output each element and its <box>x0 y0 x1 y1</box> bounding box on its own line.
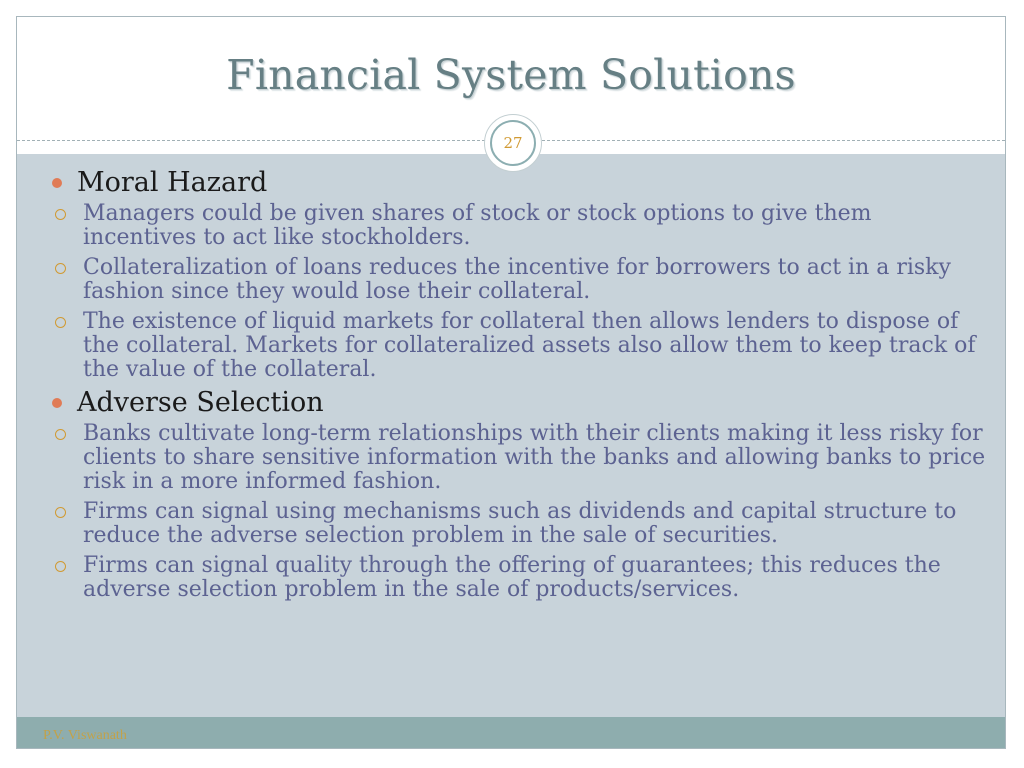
ring-bullet-icon <box>55 263 66 274</box>
sub-bullet-text: Firms can signal quality through the offering of guarantees; this reduces the adverse selection problem in the sale of products/services. <box>83 553 941 602</box>
bullet-dot-icon <box>52 178 62 188</box>
section-moral-hazard <box>51 168 991 382</box>
slide-content <box>17 154 1005 717</box>
ring-bullet-icon <box>55 209 66 220</box>
section-heading: Moral Hazard <box>77 167 268 198</box>
sub-bullet-list <box>77 422 991 602</box>
bullet-list <box>51 168 991 608</box>
sub-bullet <box>51 256 991 304</box>
ring-bullet-icon <box>55 507 66 518</box>
ring-bullet-icon <box>55 317 66 328</box>
ring-bullet-icon <box>55 561 66 572</box>
slide-footer <box>17 717 1005 749</box>
bullet-dot-icon <box>52 398 62 408</box>
sub-bullet-text: Banks cultivate long-term relationships with their clients making it less risky for clients to share sensitive information with the banks and allowing banks to price risk in a more informed fashion. <box>83 421 986 494</box>
sub-bullet-list <box>77 202 991 382</box>
sub-bullet <box>51 554 991 602</box>
slide <box>16 16 1006 749</box>
section-adverse-selection <box>51 388 991 602</box>
sub-bullet <box>51 310 991 382</box>
page-number-badge <box>484 114 542 172</box>
sub-bullet-text: Managers could be given shares of stock or stock options to give them incentives to act like stockholders. <box>83 201 872 250</box>
sub-bullet-text: Firms can signal using mechanisms such as dividends and capital structure to reduce the adverse selection problem in the sale of securities. <box>83 499 957 548</box>
page-number: 27 <box>490 120 536 166</box>
ring-bullet-icon <box>55 429 66 440</box>
sub-bullet <box>51 422 991 494</box>
footer-author: P.V. Viswanath <box>43 728 127 743</box>
sub-bullet-text: The existence of liquid markets for collateral then allows lenders to dispose of the collateral. Markets for collateralized assets also allow them to keep track of the value of the collateral. <box>83 309 976 382</box>
sub-bullet <box>51 500 991 548</box>
sub-bullet <box>51 202 991 250</box>
slide-title: Financial System Solutions <box>226 51 796 99</box>
sub-bullet-text: Collateralization of loans reduces the incentive for borrowers to act in a risky fashion since they would lose their collateral. <box>83 255 951 304</box>
section-heading: Adverse Selection <box>77 387 324 418</box>
